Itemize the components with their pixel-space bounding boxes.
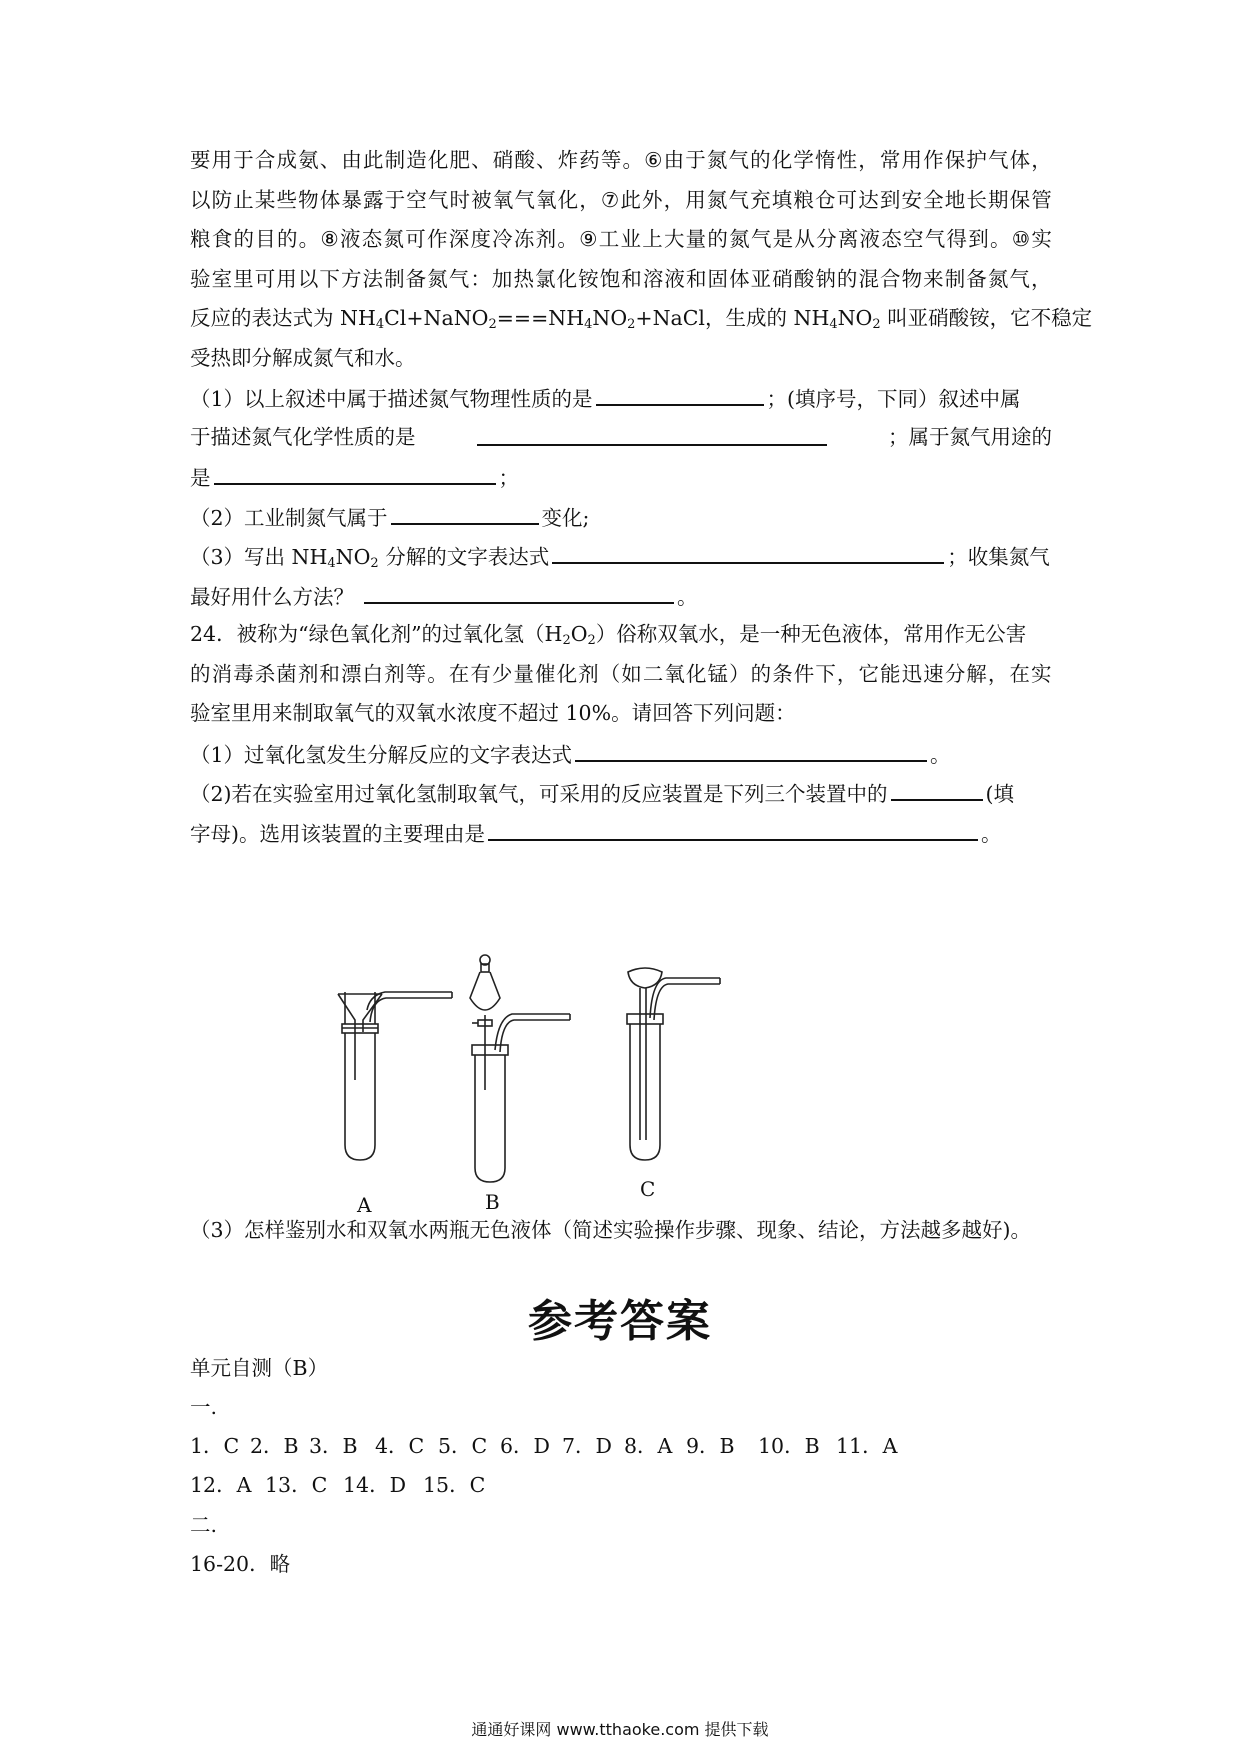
q23-part1-line2: 于描述氮气化学性质的是 ；属于氮气用途的 <box>190 422 1052 452</box>
answer-blank[interactable] <box>596 382 764 406</box>
answer-item: 11．A <box>836 1434 898 1458</box>
passage-line-4: 验 室 里 可 用 以 下 方 法 制 备 氮 气 ： 加 热 氯 化 铵 饱 和 溶 液 和 固 体 亚 硝 酸 钠 的 混 合 物 来 制 备 氮 气 ， <box>190 267 1052 291</box>
answer-item: 8．A <box>624 1434 673 1458</box>
q23-part3-line2: 最好用什么方法？ 。 <box>190 580 1052 612</box>
answers-title: 参考答案 <box>528 1296 712 1347</box>
answers-section-1: 一. <box>190 1395 218 1419</box>
answer-item: 6．D <box>500 1434 550 1458</box>
apparatus-diagram <box>320 950 840 1220</box>
q24-part3: （3）怎样鉴别水和双氧水两瓶无色液体（简述实验操作步骤、现象、结论，方法越多越好)。 <box>190 1218 1032 1242</box>
answer-blank[interactable] <box>364 580 674 604</box>
answer-item: 10．B <box>758 1434 820 1458</box>
answer-item: 13．C <box>265 1473 328 1497</box>
apparatus-b <box>470 955 570 1182</box>
q24-line2: 的 消 毒 杀 菌 剂 和 漂 白 剂 等 。 在 有 少 量 催 化 剂 （ 如 二 氧 化 锰 ） 的 条 件 下 ， 它 能 迅 速 分 解 ， 在 实 <box>190 662 1052 686</box>
passage-line-2: 以 防 止 某 些 物 体 暴 露 于 空 气 时 被 氧 气 氧 化 ， ⑦ 此 外 ， 用 氮 气 充 填 粮 仓 可 达 到 安 全 地 长 期 保 管 <box>190 188 1052 212</box>
answer-item: 4．C <box>375 1434 425 1458</box>
answers-section-2: 二. <box>190 1513 218 1537</box>
apparatus-a <box>338 992 452 1160</box>
answers-unit: 单元自测（B） <box>190 1356 329 1380</box>
answers-q16-20: 16-20．略 <box>190 1552 291 1576</box>
apparatus-label-b: B <box>485 1190 500 1214</box>
q23-part1-line1: （1）以上叙述中属于描述氮气物理性质的是 ；(填序号，下同）叙述中属 <box>190 382 1052 414</box>
answer-blank[interactable] <box>575 738 927 762</box>
passage-line-3: 粮 食 的 目 的 。 ⑧ 液 态 氮 可 作 深 度 冷 冻 剂 。 ⑨ 工 业 上 大 量 的 氮 气 是 从 分 离 液 态 空 气 得 到 。 ⑩ 实 <box>190 227 1052 251</box>
answer-blank[interactable] <box>477 422 827 446</box>
answer-blank[interactable] <box>214 461 496 485</box>
q23-part3-line1: （3）写出 $NH_4NO_2$ 分解的文字表达式 ；收集氮气 <box>190 540 1052 572</box>
apparatus-label-c: C <box>640 1177 656 1201</box>
q23-part1-line3: 是 ； <box>190 461 1052 493</box>
apparatus-c <box>627 968 720 1160</box>
answer-item: 9．B <box>686 1434 735 1458</box>
q23-part2: （2）工业制氮气属于 变化; <box>190 501 1052 533</box>
passage-line-5: 反应的表达式为 $NH_4Cl+NaNO_2===NH_4NO_2+NaCl$，生成的 $NH_4NO_2$ 叫亚硝酸铵，它不稳定 <box>190 306 1093 332</box>
answer-item: 3．B <box>309 1434 358 1458</box>
answer-item: 2．B <box>250 1434 299 1458</box>
q24-line3: 验室里用来制取氧气的双氧水浓度不超过 10%。请回答下列问题： <box>190 701 796 725</box>
answer-blank[interactable] <box>552 540 944 564</box>
q24-part2-line1: （2)若在实验室用过氧化氢制取氧气，可采用的反应装置是下列三个装置中的 (填 <box>190 777 1052 809</box>
answer-blank[interactable] <box>488 817 978 841</box>
answer-item: 14．D <box>343 1473 407 1497</box>
answer-item: 15．C <box>423 1473 486 1497</box>
answer-blank[interactable] <box>391 501 539 525</box>
answer-item: 1．C <box>190 1434 240 1458</box>
passage-line-1: 要 用 于 合 成 氨 、 由 此 制 造 化 肥 、 硝 酸 、 炸 药 等 。 ⑥ 由 于 氮 气 的 化 学 惰 性 ， 常 用 作 保 护 气 体 ， <box>190 148 1052 172</box>
answer-item: 5．C <box>438 1434 488 1458</box>
q24-part1: （1）过氧化氢发生分解反应的文字表达式 。 <box>190 738 1052 770</box>
answer-blank[interactable] <box>891 777 983 801</box>
apparatus-label-a: A <box>357 1193 372 1217</box>
page-footer: 通通好课网 www.tthaoke.com 提供下载 <box>471 1720 769 1739</box>
answer-item: 7．D <box>562 1434 612 1458</box>
answers-row-1 <box>190 1431 897 1461</box>
answer-item: 12．A <box>190 1473 252 1497</box>
q24-line1: 24．被称为“绿色氧化剂”的过氧化氢$(H_2O_2)$俗称双氧水，是一种无色液体，常用作无公害 <box>190 622 1027 648</box>
passage-line-6: 受热即分解成氮气和水。 <box>190 346 416 370</box>
q24-part2-line2: 字母)。选用该装置的主要理由是 。 <box>190 817 1052 849</box>
answers-row-2 <box>190 1470 485 1500</box>
